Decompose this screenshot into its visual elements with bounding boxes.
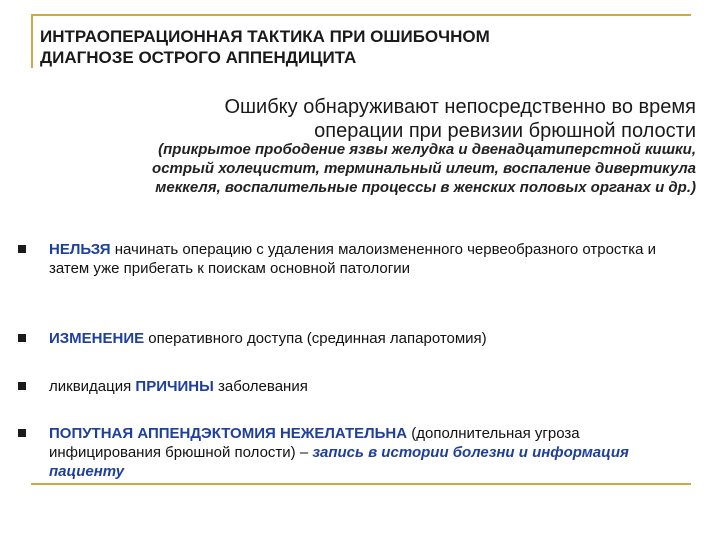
- list-item-2-body: оперативного доступа (срединная лапаротомия): [144, 330, 487, 347]
- title-accent-horizontal-rule: [31, 14, 691, 16]
- slide-title-line-1: ИНТРАОПЕРАЦИОННАЯ ТАКТИКА ПРИ ОШИБОЧНОМ: [40, 27, 490, 46]
- list-item-1-body: начинать операцию с удаления малоизмененного червеобразного отростка и затем уже прибегать к поискам основной патологии: [49, 241, 657, 277]
- title-accent-vertical-rule: [31, 14, 33, 68]
- square-bullet-icon: [18, 429, 26, 437]
- square-bullet-icon: [18, 334, 26, 342]
- bottom-accent-rule: [31, 483, 691, 485]
- list-item-1-keyword: НЕЛЬЗЯ: [49, 241, 111, 258]
- list-item-4-keyword: ПОПУТНАЯ АППЕНДЭКТОМИЯ НЕЖЕЛАТЕЛЬНА: [49, 425, 408, 442]
- list-item-3-prefix: ликвидация: [49, 378, 136, 395]
- list-item-4-emphasis: запись в истории болезни и информация пациенту: [49, 444, 629, 480]
- slide-title-line-2: ДИАГНОЗЕ ОСТРОГО АППЕНДИЦИТА: [40, 48, 357, 67]
- list-item-2-text: [49, 329, 689, 348]
- square-bullet-icon: [18, 382, 26, 390]
- list-item-4-body: (дополнительная угроза инфицирования брюшной полости) –: [49, 425, 580, 461]
- list-item-3-keyword: ПРИЧИНЫ: [135, 378, 214, 395]
- list-item-3-text: [49, 377, 689, 396]
- slide-title: [40, 26, 660, 68]
- differential-diagnosis-note: (прикрытое прободение язвы желудка и двенадцатиперстной кишки, острый холецистит, терминальный илеит, воспаление дивертикула меккеля, воспалительные процессы в женских половых органах и др.): [152, 141, 696, 196]
- list-item-4-text: [49, 424, 689, 481]
- square-bullet-icon: [18, 245, 26, 253]
- list-item-1-text: [49, 240, 689, 278]
- lead-statement: Ошибку обнаруживают непосредственно во время операции при ревизии брюшной полости: [224, 96, 696, 142]
- list-item-3-body: заболевания: [213, 378, 308, 395]
- list-item-2-keyword: ИЗМЕНЕНИЕ: [49, 330, 145, 347]
